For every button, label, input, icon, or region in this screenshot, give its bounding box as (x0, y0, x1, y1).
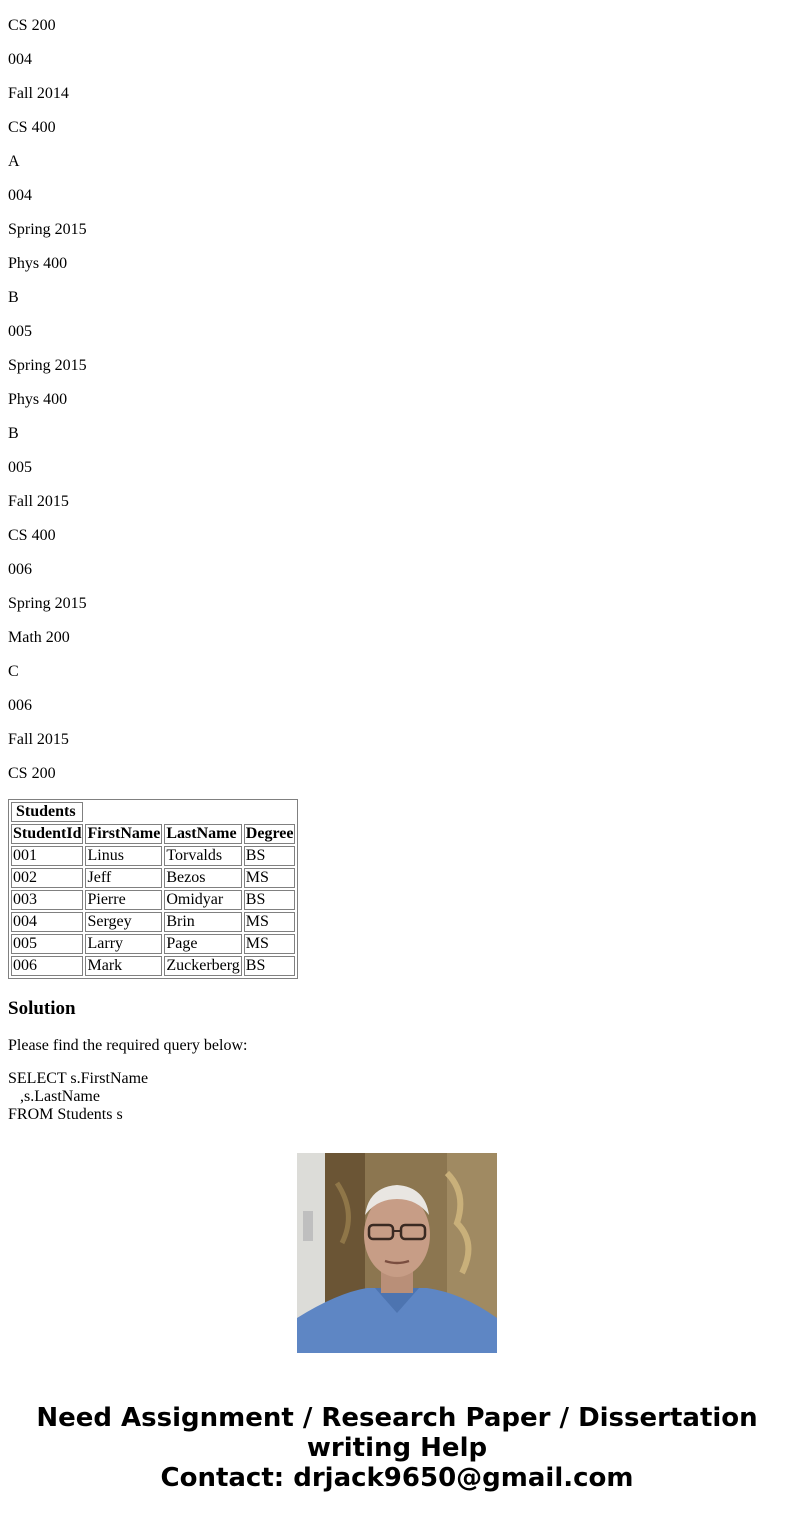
table-row (11, 956, 295, 976)
table-cell: Omidyar (164, 890, 241, 910)
record-line: A (8, 153, 20, 170)
record-line: B (8, 289, 19, 306)
table-cell: 004 (11, 912, 83, 932)
query-line: FROM Students s (8, 1106, 123, 1123)
record-line: Fall 2014 (8, 85, 69, 102)
table-caption: Students (11, 802, 83, 822)
table-cell: 002 (11, 868, 83, 888)
record-line: 006 (8, 697, 32, 714)
record-line: 005 (8, 323, 32, 340)
record-line: CS 200 (8, 765, 56, 782)
contact-banner (0, 1403, 794, 1493)
table-cell: MS (244, 912, 296, 932)
record-line: Fall 2015 (8, 731, 69, 748)
document-content (8, 0, 786, 1123)
table-cell: 003 (11, 890, 83, 910)
record-line: 004 (8, 187, 32, 204)
record-line: Spring 2015 (8, 595, 87, 612)
record-line: Phys 400 (8, 255, 68, 272)
table-cell: MS (244, 934, 296, 954)
column-header: StudentId (13, 825, 82, 842)
record-line: B (8, 425, 19, 442)
banner-line: writing Help (306, 1433, 488, 1463)
table-cell: Brin (164, 912, 241, 932)
table-cell: BS (244, 956, 296, 976)
table-cell: 006 (11, 956, 83, 976)
contact-email: Contact: drjack9650@gmail.com (160, 1463, 634, 1493)
table-cell: 001 (11, 846, 83, 866)
author-avatar (297, 1153, 497, 1353)
table-cell: Page (164, 934, 241, 954)
solution-intro: Please find the required query below: (8, 1037, 248, 1054)
table-cell: Jeff (85, 868, 162, 888)
record-line: C (8, 663, 19, 680)
record-line: CS 400 (8, 119, 56, 136)
record-line: Phys 400 (8, 391, 68, 408)
record-line: CS 200 (8, 17, 56, 34)
table-row (11, 868, 295, 888)
table-header-row (11, 824, 295, 844)
table-row (11, 934, 295, 954)
banner-line: Need Assignment / Research Paper / Dissertation (36, 1403, 758, 1433)
column-header: Degree (245, 825, 294, 842)
sql-query-block (8, 1070, 786, 1123)
table-cell: MS (244, 868, 296, 888)
query-line: SELECT s.FirstName (8, 1070, 149, 1087)
table-row (11, 846, 295, 866)
column-header: LastName (164, 824, 241, 844)
table-cell: Bezos (164, 868, 241, 888)
record-line: Math 200 (8, 629, 70, 646)
table-cell: 005 (11, 934, 83, 954)
record-line: 005 (8, 459, 32, 476)
table-cell: BS (244, 846, 296, 866)
table-cell: Mark (85, 956, 162, 976)
table-row (11, 912, 295, 932)
table-cell: Linus (85, 846, 162, 866)
table-cell: BS (244, 890, 296, 910)
record-line: 004 (8, 51, 32, 68)
table-cell: Torvalds (164, 846, 241, 866)
record-line: Fall 2015 (8, 493, 69, 510)
table-cell: Larry (85, 934, 162, 954)
record-line (8, 0, 786, 17)
record-line: 006 (8, 561, 32, 578)
table-caption-row (11, 802, 295, 822)
table-cell: Pierre (85, 890, 162, 910)
record-line: Spring 2015 (8, 221, 87, 238)
person-photo-icon (297, 1153, 497, 1353)
students-table (8, 799, 298, 979)
records-list (8, 0, 786, 799)
record-line: Spring 2015 (8, 357, 87, 374)
column-header: FirstName (87, 825, 161, 842)
record-line: CS 400 (8, 527, 56, 544)
table-cell: Zuckerberg (166, 957, 240, 974)
solution-heading: Solution (8, 998, 76, 1019)
table-cell: Sergey (85, 912, 162, 932)
query-line: ,s.LastName (8, 1088, 100, 1105)
table-row (11, 890, 295, 910)
